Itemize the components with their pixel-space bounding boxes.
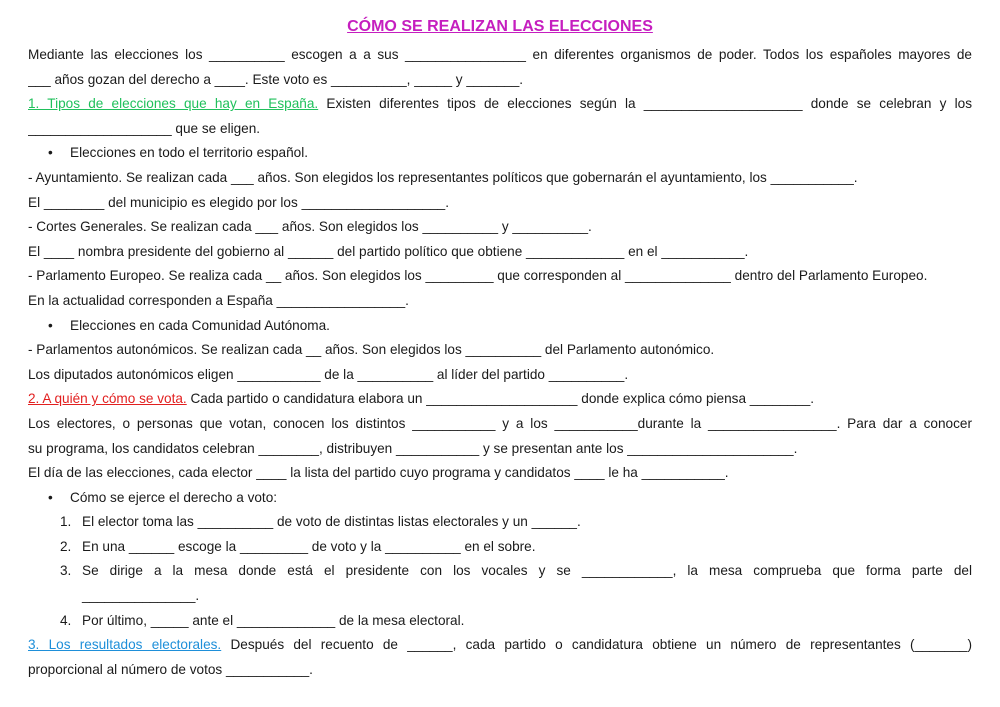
page-title: CÓMO SE REALIZAN LAS ELECCIONES	[347, 18, 653, 35]
line-text: El elector toma las __________ de voto de distintas listas electorales y un ______.	[82, 514, 581, 530]
line-text: Mediante las elecciones los __________ escogen a a sus ________________ en diferentes organismos de poder. Todos los españoles mayores de	[28, 47, 972, 62]
text-line	[28, 658, 972, 683]
line-text: Se dirige a la mesa donde está el presidente con los vocales y se ____________, la mesa comprueba que forma parte del	[82, 563, 972, 579]
text-line	[28, 387, 972, 412]
line-text: - Parlamentos autonómicos. Se realizan cada __ años. Son elegidos los __________ del Parlamento autonómico.	[28, 342, 715, 358]
bullet-dot-icon: •	[48, 145, 53, 161]
text-line	[28, 68, 972, 93]
line-text: Elecciones en todo el territorio español.	[70, 145, 309, 161]
line-text: Los diputados autonómicos eligen ___________ de la __________ al líder del partido __________.	[28, 366, 629, 382]
line-text: En una ______ escoge la _________ de voto y la __________ en el sobre.	[82, 538, 536, 554]
bullet-dot-icon: •	[48, 317, 53, 333]
line-text: Existen diferentes tipos de elecciones según la _____________________ donde se celebran y los	[318, 96, 972, 112]
text-line	[28, 289, 972, 314]
text-line	[28, 363, 972, 388]
worksheet-body	[28, 43, 972, 682]
line-text: Cada partido o candidatura elabora un ____________________ donde explica cómo piensa ________.	[186, 391, 815, 407]
line-text: Por último, _____ ante el _____________ de la mesa electoral.	[82, 612, 465, 628]
step-number: 1.	[60, 514, 72, 530]
bullet-item	[28, 486, 972, 511]
numbered-step	[28, 609, 972, 634]
numbered-step	[28, 535, 972, 560]
line-text: ___ años gozan del derecho a ____. Este voto es __________, _____ y _______.	[28, 71, 524, 87]
line-text: El día de las elecciones, cada elector ____ la lista del partido cuyo programa y candidatos ____ le ha ___________.	[28, 465, 729, 481]
text-line	[28, 92, 972, 117]
text-line	[28, 437, 972, 462]
bullet-item	[28, 314, 972, 339]
section-heading: 2. A quién y cómo se vota.	[28, 391, 187, 407]
text-line	[28, 633, 972, 658]
line-text: Cómo se ejerce el derecho a voto:	[70, 489, 278, 505]
line-text: _______________.	[82, 588, 200, 604]
line-text: proporcional al número de votos ___________.	[28, 661, 313, 677]
text-line	[28, 191, 972, 216]
section-heading: 3. Los resultados electorales.	[28, 637, 222, 653]
text-line	[28, 43, 972, 68]
step-number: 4.	[60, 612, 72, 628]
line-text: El ________ del municipio es elegido por los ___________________.	[28, 194, 449, 210]
bullet-item	[28, 141, 972, 166]
step-number: 3.	[60, 563, 72, 579]
line-text: - Ayuntamiento. Se realizan cada ___ años. Son elegidos los representantes políticos que gobernarán el ayuntamiento, los ___________.	[28, 169, 858, 185]
step-number: 2.	[60, 538, 72, 554]
text-line	[28, 215, 972, 240]
text-line	[28, 461, 972, 486]
line-text: ___________________ que se eligen.	[28, 120, 261, 136]
numbered-step-continuation	[28, 584, 972, 609]
section-heading: 1. Tipos de elecciones que hay en España.	[28, 96, 319, 112]
text-line	[28, 338, 972, 363]
bullet-dot-icon: •	[48, 489, 53, 505]
line-text: El ____ nombra presidente del gobierno al ______ del partido político que obtiene _____________ en el ___________.	[28, 243, 749, 259]
line-text: Elecciones en cada Comunidad Autónoma.	[70, 317, 330, 333]
numbered-step	[28, 510, 972, 535]
text-line	[28, 264, 972, 289]
line-text: - Parlamento Europeo. Se realiza cada __ años. Son elegidos los _________ que corresponden al ______________ dentro del Parlamento Europeo.	[28, 268, 928, 284]
text-line	[28, 166, 972, 191]
line-text: - Cortes Generales. Se realizan cada ___ años. Son elegidos los __________ y __________.	[28, 219, 592, 235]
text-line	[28, 240, 972, 265]
text-line	[28, 117, 972, 142]
line-text: En la actualidad corresponden a España _________________.	[28, 292, 409, 308]
line-text: Después del recuento de ______, cada partido o candidatura obtiene un número de representantes (_______)	[221, 637, 972, 653]
line-text: su programa, los candidatos celebran ________, distribuyen ___________ y se presentan ante los ______________________.	[28, 440, 798, 456]
line-text: Los electores, o personas que votan, conocen los distintos ___________ y a los ___________durante la _________________. Para dar a conocer	[28, 415, 972, 431]
numbered-step	[28, 559, 972, 584]
text-line	[28, 412, 972, 437]
